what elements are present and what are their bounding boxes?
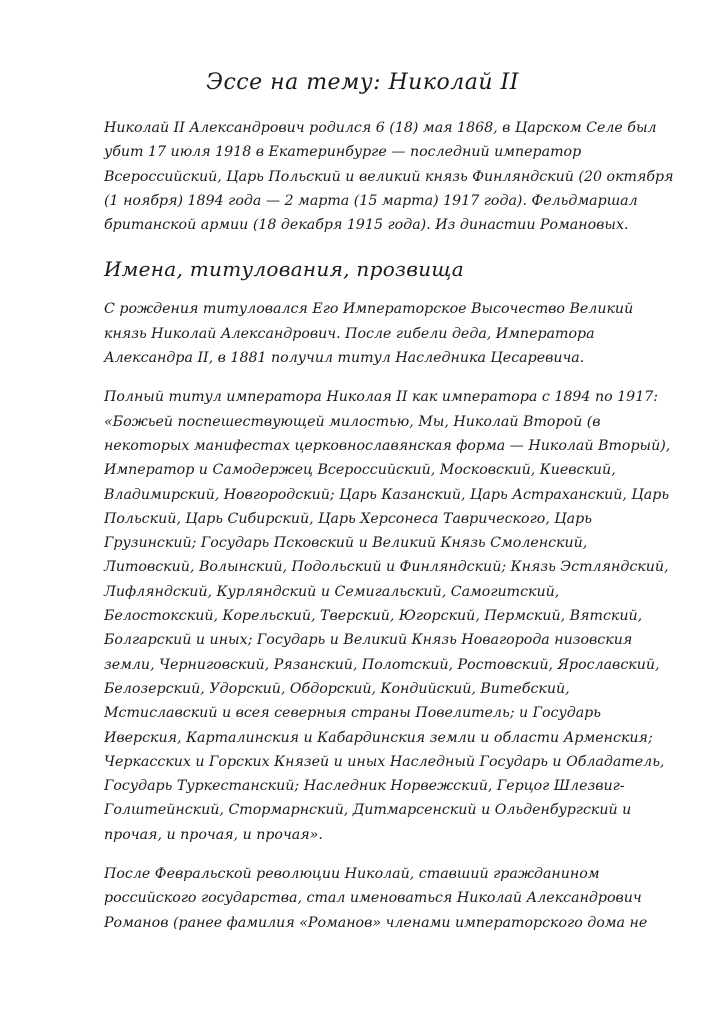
birth-title-paragraph: С рождения титуловался Его Императорское Высочество Великий князь Николай Александрович. После гибели деда, Императора Александра II, в 1881 получил титул Наследника Цесаревича. [104, 301, 634, 367]
essay-title: Эссе на тему: Николай II [206, 70, 519, 95]
full-title-paragraph: Полный титул императора Николая II как императора с 1894 по 1917: «Божьей поспешествующей милостью, Мы, Николай Второй (в некоторых манифестах церковнославянская форма — Николай Вторый), Император и Самодержец Всероссийский, Московский, Киевский, Владимирский, Новгородский; Царь Казанский, Царь Астраханский, Царь Польский, Царь Сибирский, Царь Херсонеса Таврического, Царь Грузинский; Государь Псковский и Великий Князь Смоленский, Литовский, Волынский, Подольский и Финляндский; Князь Эстляндский, Лифляндский, Курляндский и Семигальский, Самогитский, Белостокский, Корельский, Тверский, Югорский, Пермский, Вятский, Болгарский и иных; Государь и Великий Князь Новагорода низовския земли, Черниговский, Рязанский, Полотский, Ростовский, Ярославский, Белозерский, Удорский, Обдорский, Кондийский, Витебский, Мстиславский и всея северныя страны Повелитель; и Государь Иверския, Карталинския и Кабардинския земли и области Арменския; Черкасских и Горских Князей и иных Наследный Государь и Обладатель, Государь Туркестанский; Наследник Норвежский, Герцог Шлезвиг-Голштейнский, Стормарнский, Дитмарсенский и Ольденбургский и прочая, и прочая, и прочая». [104, 389, 671, 843]
intro-paragraph: Николай II Александрович родился 6 (18) мая 1868, в Царском Селе был убит 17 июля 1918 в Екатеринбурге — последний император Всероссийский, Царь Польский и великий князь Финляндский (20 октября (1 ноября) 1894 года — 2 марта (15 марта) 1917 года). Фельдмаршал британской армии (18 декабря 1915 года). Из династии Романовых. [104, 120, 674, 234]
essay-body [104, 116, 676, 935]
after-revolution-paragraph: После Февральской революции Николай, ставший гражданином российского государства, стал именоваться Николай Александрович Романов (ранее фамилия «Романов» членами императорского дома не [104, 866, 648, 931]
section-heading: Имена, титулования, прозвища [104, 257, 464, 282]
